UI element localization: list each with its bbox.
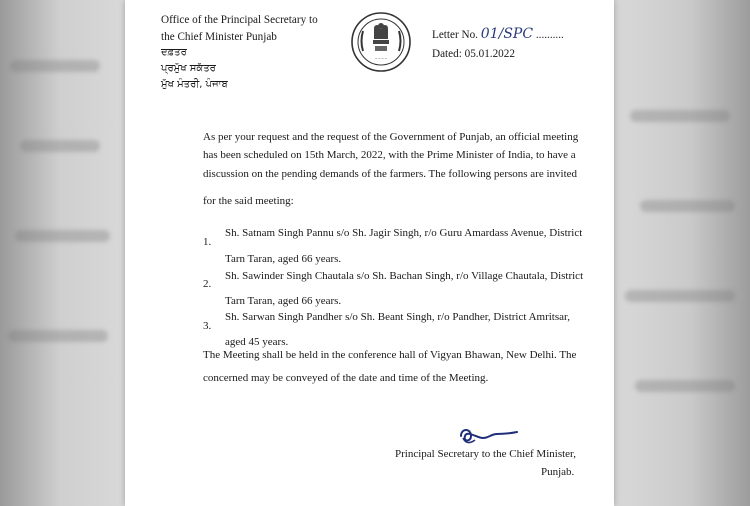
person-3-number: 3. (203, 320, 212, 332)
letter-date: Dated: 05.01.2022 (432, 48, 515, 60)
person-2-number: 2. (203, 278, 212, 290)
office-line-2: the Chief Minister Punjab (161, 31, 277, 43)
person-3-line-2: aged 45 years. (225, 336, 289, 348)
closing-line-2: concerned may be conveyed of the date and time of the Meeting. (203, 372, 489, 384)
blurred-text-right (625, 290, 735, 302)
letter-page (125, 0, 614, 506)
para1-line-3: discussion on the pending demands of the farmers. The following persons are invited (203, 168, 578, 180)
para1-line-4: for the said meeting: (203, 195, 294, 207)
blurred-text-left (15, 230, 110, 242)
signatory-place: Punjab. (541, 466, 575, 478)
blurred-text-left (8, 330, 108, 342)
person-2-line-1: Sh. Sawinder Singh Chautala s/o Sh. Bachan Singh, r/o Village Chautala, District (225, 270, 584, 282)
punjabi-line-1: ਦਫ਼ਤਰ (161, 47, 187, 58)
para1-line-1: As per your request and the request of the Government of Punjab, an official meeting (203, 131, 579, 143)
punjabi-line-2: ਪ੍ਰਮੁੱਖ ਸਕੱਤਰ (161, 63, 216, 74)
blurred-text-right (640, 200, 735, 212)
closing-line-1: The Meeting shall be held in the conference hall of Vigyan Bhawan, New Delhi. The (203, 349, 577, 361)
person-1-number: 1. (203, 236, 212, 248)
letter-no-dots: .......... (535, 29, 564, 41)
blurred-text-left (20, 140, 100, 152)
signature-icon (455, 422, 525, 448)
letter-no-value: 01/SPC (480, 26, 534, 42)
para1-line-2: has been scheduled on 15th March, 2022, with the Prime Minister of India, to have a (203, 149, 576, 161)
signatory-designation: Principal Secretary to the Chief Minister, (395, 448, 577, 460)
office-line-1: Office of the Principal Secretary to (161, 14, 318, 26)
blurred-text-left (10, 60, 100, 72)
blurred-text-right (630, 110, 730, 122)
person-2-line-2: Tarn Taran, aged 66 years. (225, 295, 342, 307)
government-seal-icon (349, 9, 413, 79)
svg-text:_ _ _ _: _ _ _ _ (375, 54, 387, 59)
punjabi-line-3: ਮੁੱਖ ਮੰਤਰੀ, ਪੰਜਾਬ (161, 79, 228, 90)
blurred-text-right (635, 380, 735, 392)
letter-no-label: Letter No. (432, 29, 478, 41)
person-1-line-2: Tarn Taran, aged 66 years. (225, 253, 342, 265)
letter-no (432, 26, 564, 43)
person-1-line-1: Sh. Satnam Singh Pannu s/o Sh. Jagir Singh, r/o Guru Amardass Avenue, District (225, 227, 583, 239)
person-3-line-1: Sh. Sarwan Singh Pandher s/o Sh. Beant Singh, r/o Pandher, District Amritsar, (225, 311, 570, 323)
